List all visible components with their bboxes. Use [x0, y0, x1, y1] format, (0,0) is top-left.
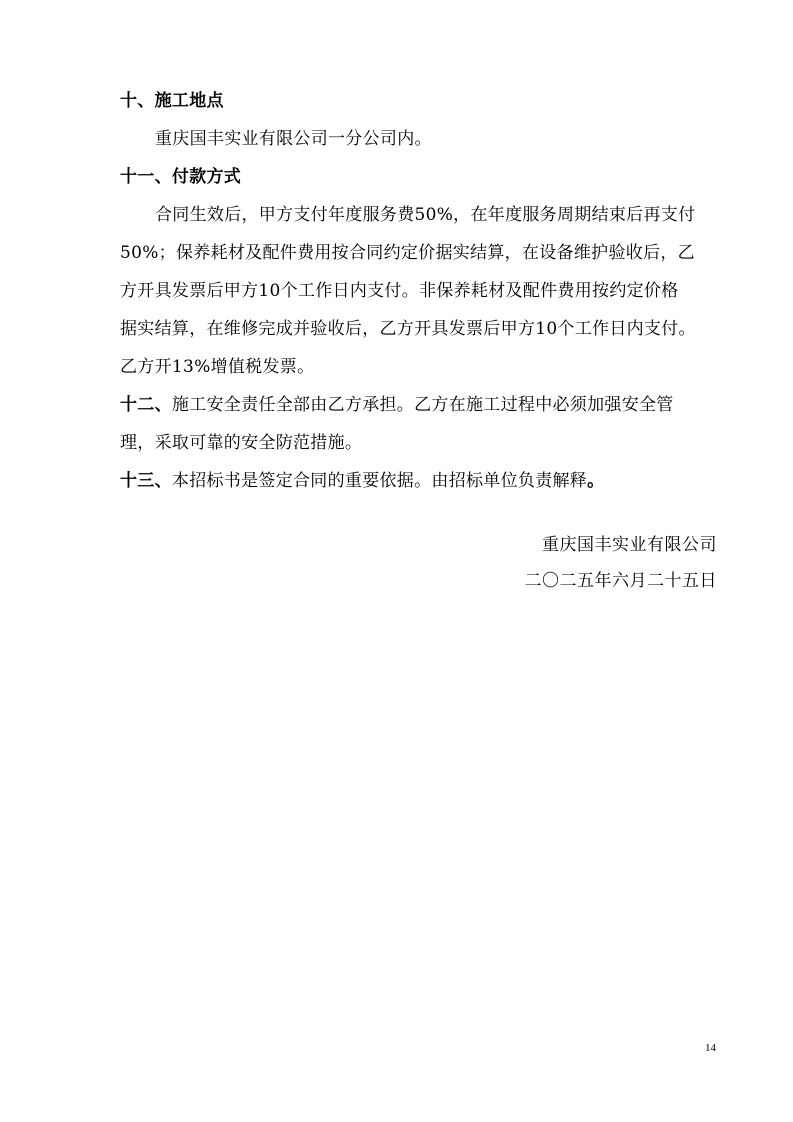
section-12-line-1	[120, 395, 674, 415]
section-11-line-3: 方开具发票后甲方10个工作日内支付。非保养耗材及配件费用按约定价格	[120, 281, 679, 301]
section-10-body: 重庆国丰实业有限公司一分公司内。	[155, 129, 432, 149]
section-11-line-4: 据实结算，在维修完成并验收后，乙方开具发票后甲方10个工作日内支付。	[120, 319, 696, 339]
section-12-text-1: 施工安全责任全部由乙方承担。乙方在施工过程中必须加强安全管	[171, 395, 674, 415]
page-number: 14	[705, 1042, 716, 1054]
section-13-end-mark: 。	[587, 471, 605, 491]
section-13-label: 十三、	[120, 471, 172, 491]
section-11-heading: 十一、付款方式	[120, 167, 242, 187]
section-11-line-2: 50%；保养耗材及配件费用按合同约定价据实结算，在设备维护验收后，乙	[120, 243, 695, 263]
section-10-heading: 十、施工地点	[120, 91, 224, 111]
section-13-line	[120, 471, 604, 491]
section-11-line-1: 合同生效后，甲方支付年度服务费50%，在年度服务周期结束后再支付	[155, 205, 696, 225]
signature-company: 重庆国丰实业有限公司	[542, 535, 717, 555]
signature-date: 二〇二五年六月二十五日	[524, 571, 717, 591]
section-13-text: 本招标书是签定合同的重要依据。由招标单位负责解释	[171, 471, 588, 491]
section-12-line-2: 理，采取可靠的安全防范措施。	[120, 433, 363, 453]
section-11-line-5: 乙方开13%增值税发票。	[120, 357, 315, 377]
section-12-label: 十二、	[120, 395, 172, 415]
